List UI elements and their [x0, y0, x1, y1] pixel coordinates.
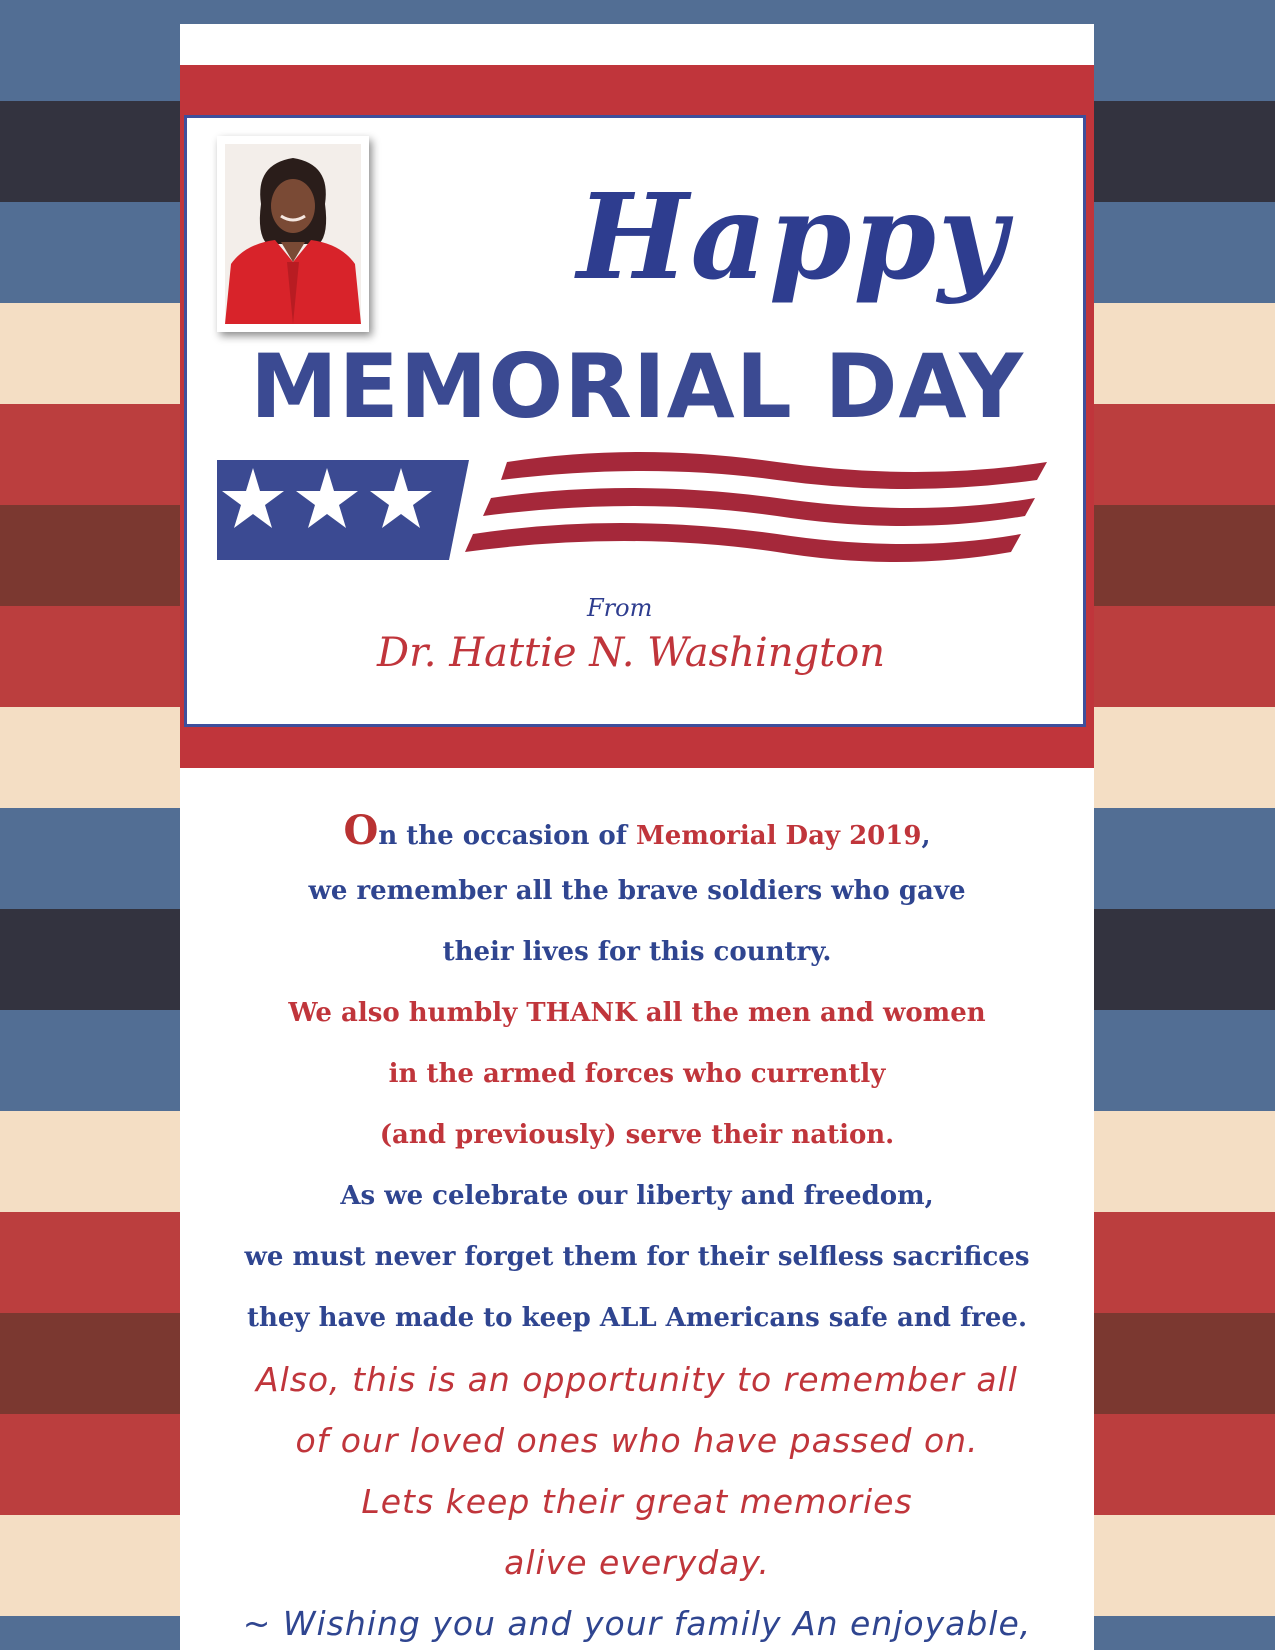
banner-frame: [184, 115, 1086, 727]
message-line-10: Also, this is an opportunity to remember all: [256, 1360, 1018, 1399]
message-line-3: their lives for this country.: [442, 937, 832, 967]
portrait-image: [225, 144, 361, 324]
message-line-7: As we celebrate our liberty and freedom,: [340, 1181, 934, 1211]
portrait-photo: [217, 136, 369, 332]
from-label: From: [587, 594, 653, 622]
message-line-4: We also humbly THANK all the men and women: [288, 998, 986, 1028]
drop-cap: O: [343, 807, 379, 854]
message-line-2: we remember all the brave soldiers who gave: [308, 876, 966, 906]
message-line-9: they have made to keep ALL Americans safe and free.: [246, 1303, 1028, 1333]
message-block: [180, 800, 1094, 1650]
happy-heading: Happy: [577, 167, 1009, 306]
message-line-5: in the armed forces who currently: [388, 1059, 886, 1089]
memorial-day-title: MEMORIAL DAY: [250, 335, 1024, 438]
message-line-14: ~ Wishing you and your family An enjoyable,: [242, 1604, 1032, 1643]
sender-name: Dr. Hattie N. Washington: [377, 630, 886, 676]
message-line-1: [180, 800, 1094, 861]
message-line-8: we must never forget them for their selfless sacrifices: [244, 1242, 1030, 1272]
message-line-6: (and previously) serve their nation.: [379, 1120, 895, 1150]
memorial-day-year: Memorial Day 2019: [636, 821, 922, 851]
message-line-1-text: n the occasion of: [378, 821, 637, 851]
card-panel: [180, 24, 1094, 1650]
message-line-1-end: ,: [921, 821, 931, 851]
flag-graphic: [217, 448, 1057, 573]
message-line-12: Lets keep their great memories: [361, 1482, 913, 1521]
message-line-13: alive everyday.: [504, 1543, 770, 1582]
message-line-11: of our loved ones who have passed on.: [295, 1421, 979, 1460]
memorial-day-banner: [180, 65, 1094, 768]
